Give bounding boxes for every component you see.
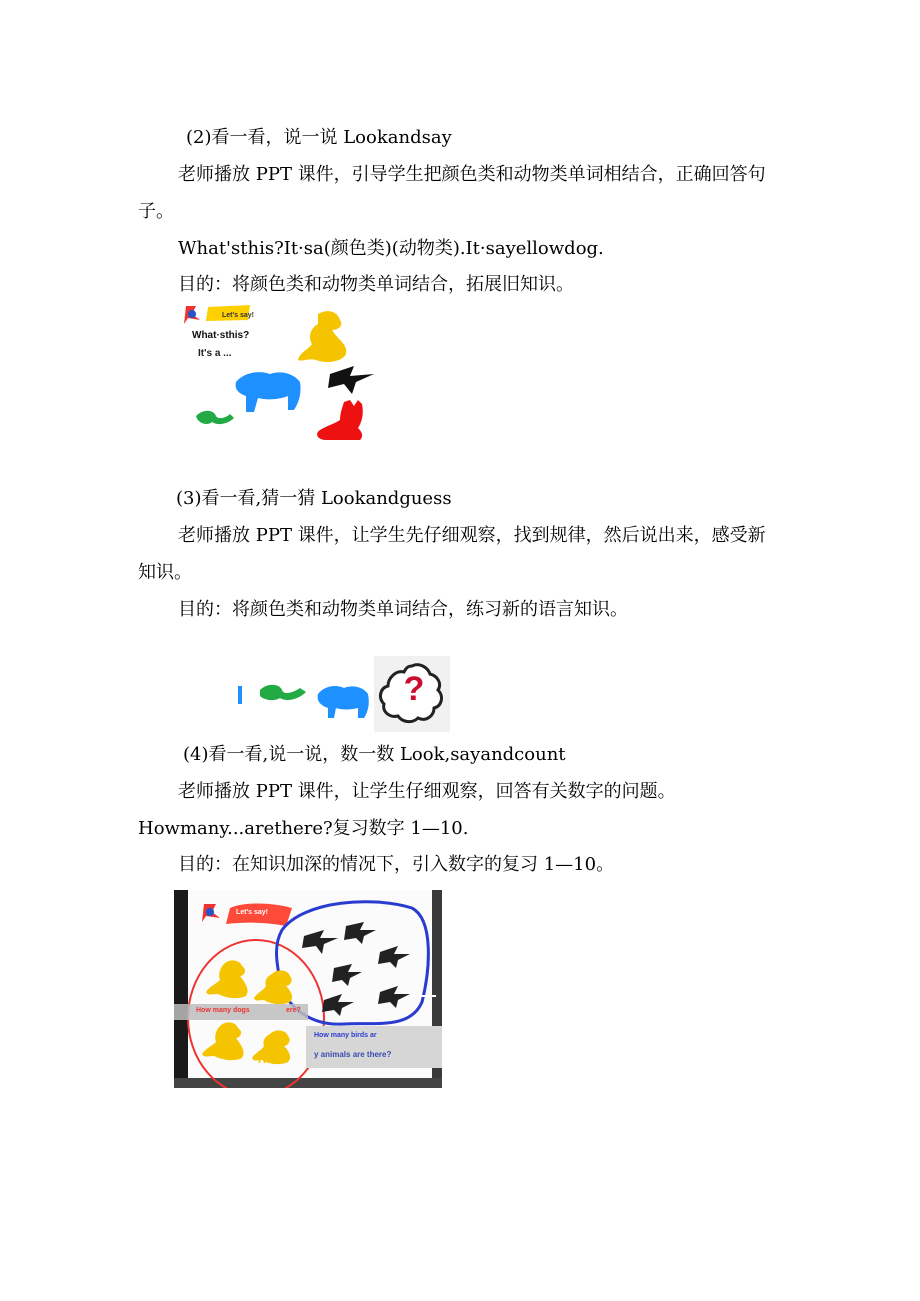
question-mark-icon: ? bbox=[403, 670, 425, 708]
green-snake-shape bbox=[196, 411, 234, 424]
lets-say-badge-label: Let's say! bbox=[222, 312, 255, 319]
how-many-dogs-question: How many dogs bbox=[196, 1007, 250, 1014]
section-4-purpose: 目的：在知识加深的情况下，引入数字的复习 1—10。 bbox=[178, 854, 615, 875]
whats-this-question: What·sthis? bbox=[192, 330, 250, 341]
look-say-count-image bbox=[174, 890, 442, 1088]
counting-slide-illustration bbox=[174, 890, 442, 1088]
red-cat-shape bbox=[317, 400, 363, 440]
lets-say-slide-image bbox=[178, 300, 378, 450]
blue-dog-shape bbox=[318, 686, 369, 718]
how-many-birds-question: How many birds ar bbox=[314, 1032, 377, 1039]
section-2-paragraph-line-1: 老师播放 PPT 课件，引导学生把颜色类和动物类单词相结合，正确回答句 bbox=[178, 164, 766, 185]
section-2-sentence: What'sthis?It·sa(颜色类)(动物类).It·sayellowdog. bbox=[178, 238, 604, 259]
yellow-dog-shape bbox=[298, 311, 346, 362]
slide-illustration bbox=[178, 300, 378, 450]
how-label: How bbox=[258, 1054, 282, 1066]
how-many-dogs-question-tail: ere? bbox=[286, 1007, 301, 1014]
black-bird-shape bbox=[328, 366, 374, 394]
section-3-paragraph-line-2: 知识。 bbox=[138, 562, 192, 583]
section-4-heading: (4)看一看,说一说，数一数 Look,sayandcount bbox=[183, 744, 566, 765]
section-2-paragraph-line-2: 子。 bbox=[138, 201, 174, 222]
lets-say-badge-label: Let's say! bbox=[236, 909, 269, 916]
section-2-heading: (2)看一看，说一说 Lookandsay bbox=[186, 127, 452, 148]
section-4-paragraph-line-1: 老师播放 PPT 课件，让学生仔细观察，回答有关数字的问题。 bbox=[178, 781, 676, 802]
its-a-answer: It's a ... bbox=[198, 348, 232, 359]
section-2-purpose: 目的：将颜色类和动物类单词结合，拓展旧知识。 bbox=[178, 274, 574, 295]
section-3-purpose: 目的：将颜色类和动物类单词结合，练习新的语言知识。 bbox=[178, 599, 628, 620]
section-4-paragraph-line-2: Howmany...arethere?复习数字 1—10. bbox=[138, 818, 469, 839]
blue-dog-shape bbox=[236, 372, 301, 412]
section-3-paragraph-line-1: 老师播放 PPT 课件，让学生先仔细观察，找到规律，然后说出来，感受新 bbox=[178, 525, 766, 546]
look-and-guess-image bbox=[238, 656, 450, 732]
section-3-heading: (3)看一看,猜一猜 Lookandguess bbox=[176, 488, 452, 509]
green-snake-shape bbox=[260, 685, 306, 700]
how-many-animals-question: y animals are there? bbox=[314, 1050, 392, 1059]
